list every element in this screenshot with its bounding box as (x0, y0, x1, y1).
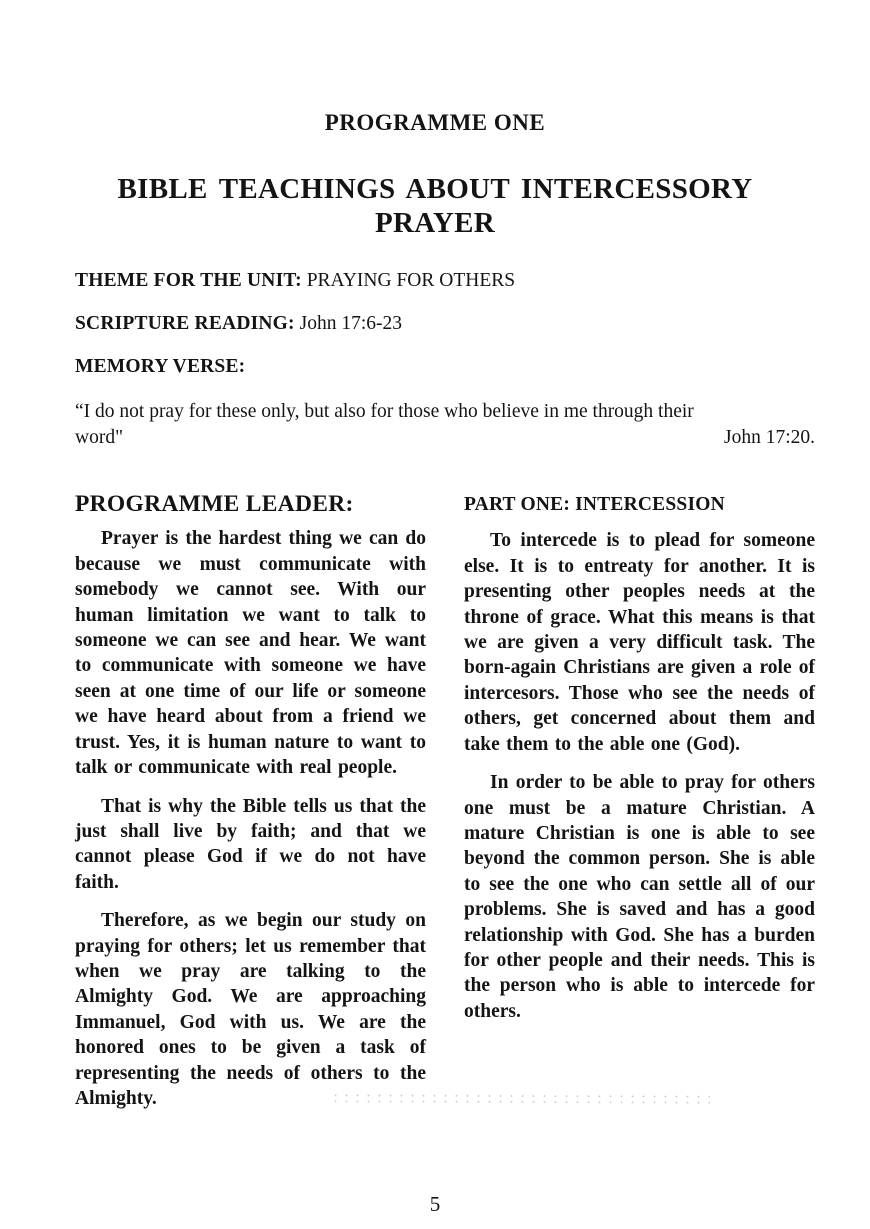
right-column (464, 491, 815, 1124)
memory-verse-quote (75, 399, 815, 451)
memory-verse-line2-text: word" (75, 427, 124, 449)
page-title: BIBLE TEACHINGS ABOUT INTERCESSORY PRAYER (117, 173, 753, 240)
left-paragraph-1: Prayer is the hardest thing we can do because we must communicate with somebody we cannot see. With our human limitation we want to talk to someone we can see and hear. We want to communicate with someone we have seen at one time of our life or someone we have heard about from a friend we trust. Yes, it is human nature to want to talk or communicate with real people. (75, 528, 426, 779)
two-column-body (75, 491, 815, 1124)
memory-verse-line1: “I do not pray for these only, but also for those who believe in me through their (75, 401, 694, 423)
theme-label: THEME FOR THE UNIT: (75, 270, 302, 292)
memory-verse-reference: John 17:20. (723, 427, 815, 449)
scripture-label: SCRIPTURE READING: (75, 313, 295, 335)
theme-value: PRAYING FOR OTHERS (306, 270, 516, 292)
programme-kicker: PROGRAMME ONE (324, 110, 546, 135)
memory-verse-label-line (75, 356, 815, 378)
page-number: 5 (429, 1192, 441, 1216)
right-paragraph-1: To intercede is to plead for someone else. It is to entreaty for another. It is presenting other peoples needs at the throne of grace. What this means is that we are given a very difficult task. The born-again Christians are given a role of intercesors. Those who see the needs of others, get concerned about them and take them to the able one (God). (464, 530, 815, 755)
scan-noise-artifact (330, 1092, 710, 1107)
memory-verse-line2 (75, 425, 815, 451)
programme-leader-heading: PROGRAMME LEADER: (75, 491, 354, 518)
scripture-value: John 17:6-23 (299, 313, 402, 335)
part-one-heading: PART ONE: INTERCESSION (464, 494, 725, 516)
scripture-line (75, 313, 815, 335)
left-paragraph-3: Therefore, as we begin our study on praying for others; let us remember that when we pray are talking to the Almighty God. We are approaching Immanuel, God with us. We are the honored ones to be given a task of representing the needs of others to the Almighty. (75, 910, 426, 1109)
right-paragraph-2: In order to be able to pray for others one must be a mature Christian. A mature Christian is one is able to see beyond the common person. She is able to see the one who can settle all of our problems. She is saved and has a good relationship with God. She has a burden for other people and their needs. This is the person who is able to intercede for others. (464, 772, 815, 1022)
memory-verse-label: MEMORY VERSE: (75, 356, 246, 378)
unit-meta (75, 270, 815, 378)
theme-line (75, 270, 815, 292)
left-column (75, 491, 426, 1124)
left-paragraph-2: That is why the Bible tells us that the just shall live by faith; and that we cannot please God if we do not have faith. (75, 795, 426, 893)
